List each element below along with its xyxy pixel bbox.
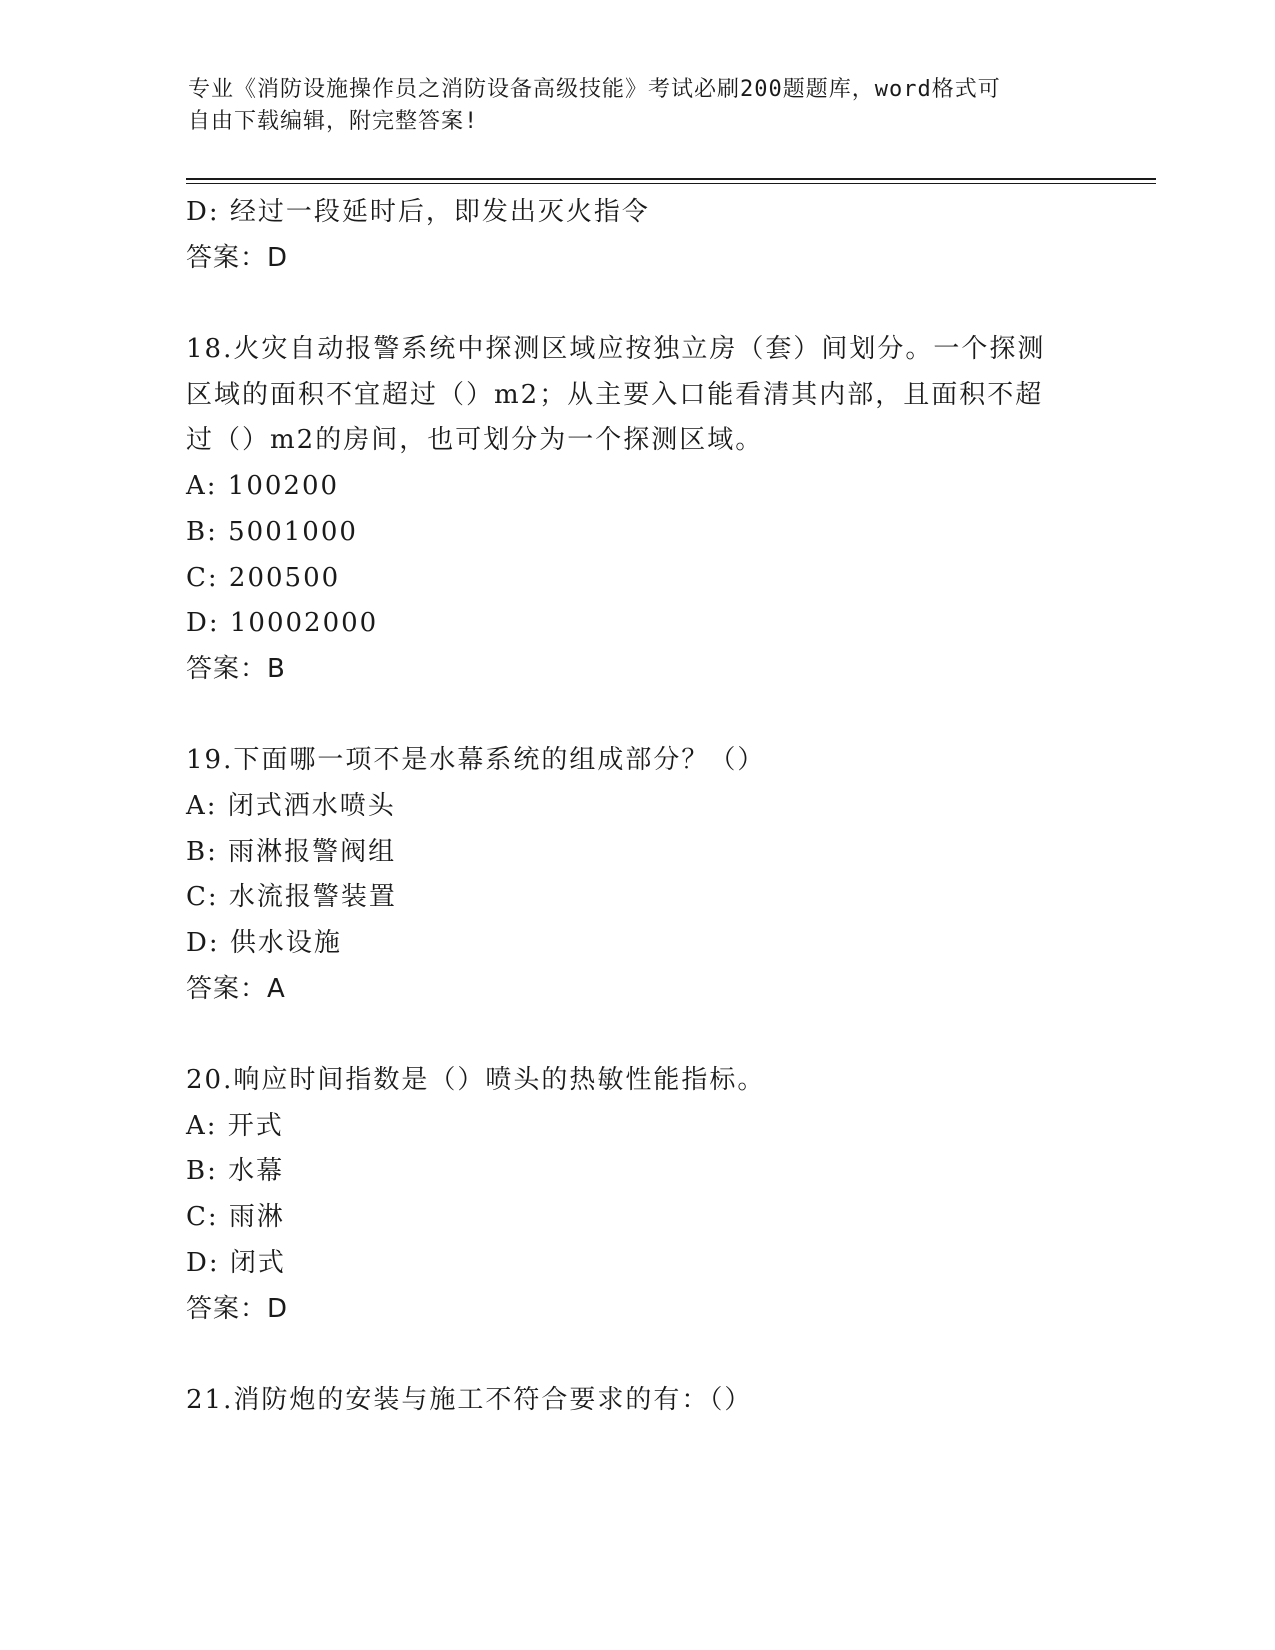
option-b: B: 雨淋报警阀组 — [186, 836, 397, 867]
option-c: C: 水流报警装置 — [186, 882, 397, 913]
question-list — [186, 190, 1086, 1424]
answer-line: 答案：B — [186, 653, 286, 684]
option-c: C: 200500 — [186, 562, 341, 593]
answer-line: 答案：D — [186, 242, 289, 273]
header-line-1: 专业《消防设施操作员之消防设备高级技能》考试必刷200题题库，word格式可 — [188, 77, 1001, 102]
document-header — [188, 74, 1088, 138]
option-d: D: 10002000 — [186, 608, 379, 639]
option-d: D: 供水设施 — [186, 928, 342, 958]
question-stem-line: 21.消防炮的安装与施工不符合要求的有：（） — [186, 1384, 753, 1415]
option-a: A: 闭式洒水喷头 — [186, 790, 396, 821]
option-c: C: 雨淋 — [186, 1202, 285, 1233]
option-a: A: 100200 — [186, 471, 340, 502]
question-stem-line: 20.响应时间指数是（）喷头的热敏性能指标。 — [186, 1065, 766, 1096]
option-d: D: 闭式 — [186, 1247, 286, 1278]
option-a: A: 开式 — [186, 1110, 284, 1141]
option-d: D: 经过一段延时后，即发出灭火指令 — [186, 197, 650, 227]
spacer — [186, 1332, 1086, 1378]
question-stem-line: 19.下面哪一项不是水幕系统的组成部分？（） — [186, 745, 766, 776]
option-b: B: 水幕 — [186, 1156, 285, 1187]
question-stem-line: 18.火灾自动报警系统中探测区域应按独立房（套）间划分。一个探测 — [186, 334, 1046, 365]
header-divider-thin — [186, 183, 1156, 184]
question-stem-line: 区域的面积不宜超过（）m2；从主要入口能看清其内部，且面积不超 — [186, 379, 1044, 410]
spacer — [186, 693, 1086, 739]
question-20 — [186, 1058, 1086, 1332]
spacer — [186, 1012, 1086, 1058]
option-b: B: 5001000 — [186, 516, 358, 547]
question-19 — [186, 738, 1086, 1012]
question-21 — [186, 1378, 1086, 1424]
question-stem-line: 过（）m2的房间，也可划分为一个探测区域。 — [186, 425, 764, 456]
question-18 — [186, 327, 1086, 693]
answer-line: 答案：D — [186, 1293, 289, 1324]
header-line-2: 自由下载编辑，附完整答案! — [188, 109, 479, 134]
answer-line: 答案：A — [186, 973, 286, 1004]
header-divider-thick — [186, 178, 1156, 180]
spacer — [186, 281, 1086, 327]
